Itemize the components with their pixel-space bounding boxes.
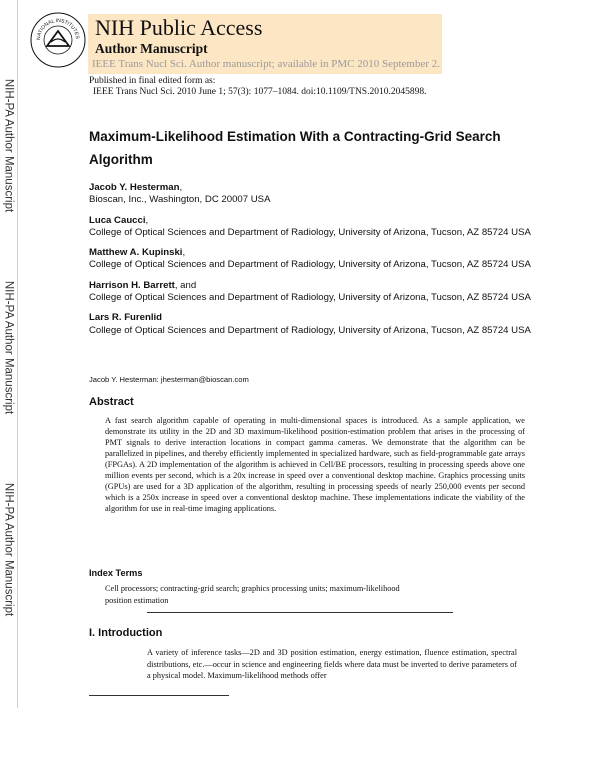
index-terms-text: Cell processors; contracting-grid search; graphics processing units; maximum-likelihood position estimation: [105, 584, 400, 605]
abstract-heading: Abstract: [89, 396, 134, 408]
author-block: [89, 280, 549, 305]
section-divider: [147, 612, 453, 613]
author-separator: ,: [179, 182, 183, 193]
abstract-text: A fast search algorithm capable of operating in multi-dimensional spaces is introduced. As a sample application, we demonstrate its utility in the 2D and 3D maximum-likelihood position-estimation problem that arises in the processing of PMT signals to derive interaction locations in compact gamma cameras. We demonstrate that the algorithm can be parallelized in pipelines, and thereby efficiently implemented in specialized hardware, such as field-programmable gate arrays (FPGAs). A 2D implementation of the algorithm is achieved in Cell/BE processors, resulting in processing speeds above one million events per second, which is a 20x increase in speed over a conventional desktop machine. Graphics processing units (GPUs) are used for a 3D application of the algorithm, resulting in processing speeds of nearly 250,000 events per second which is a 250x increase in speed over a conventional desktop machine. These implementations indicate the viability of the algorithm for use in real-time imaging applications.: [105, 416, 525, 513]
article-title: Maximum-Likelihood Estimation With a Contracting-Grid Search Algorithm: [89, 129, 501, 167]
author-separator: ,: [145, 214, 149, 226]
author-affiliation: College of Optical Sciences and Department of Radiology, University of Arizona, Tucson, AZ 85724 USA: [89, 292, 531, 304]
published-line: Published in final edited form as:: [89, 76, 216, 86]
author-name: Harrison H. Barrett: [89, 279, 175, 291]
author-affiliation: College of Optical Sciences and Department of Radiology, University of Arizona, Tucson, AZ 85724 USA: [89, 259, 531, 271]
author-affiliation: Bioscan, Inc., Washington, DC 20007 USA: [89, 194, 271, 206]
author-separator: , and: [174, 279, 197, 291]
citation: IEEE Trans Nucl Sci. 2010 June 1; 57(3): 1077–1084. doi:10.1109/TNS.2010.2045898.: [93, 87, 427, 97]
corresponding-email: Jacob Y. Hesterman: jhesterman@bioscan.com: [89, 375, 249, 384]
pmc-availability: IEEE Trans Nucl Sci. Author manuscript; available in PMC 2010 September 2.: [92, 58, 440, 70]
sidebar-label: NIH-PA Author Manuscript: [2, 482, 15, 617]
author-affiliation: College of Optical Sciences and Department of Radiology, University of Arizona, Tucson, AZ 85724 USA: [89, 324, 531, 336]
index-terms-heading: Index Terms: [89, 568, 143, 578]
footnote-divider: [89, 695, 229, 696]
author-separator: ,: [182, 247, 186, 259]
author-block: [89, 247, 549, 272]
nih-subtitle: Author Manuscript: [95, 41, 208, 56]
nih-logo: [30, 12, 86, 68]
logo-text: NATIONAL INSTITUTES: [35, 17, 81, 41]
intro-heading: I. Introduction: [89, 627, 163, 639]
sidebar-label: NIH-PA Author Manuscript: [2, 280, 15, 415]
author-name: Matthew A. Kupinski: [89, 247, 183, 259]
sidebar-label: NIH-PA Author Manuscript: [2, 78, 15, 213]
nih-title: NIH Public Access: [95, 15, 263, 40]
author-block: [89, 215, 549, 240]
author-block: [89, 182, 549, 207]
author-name: Jacob Y. Hesterman: [89, 182, 180, 193]
author-name: Lars R. Furenlid: [89, 312, 163, 324]
intro-text: A variety of inference tasks—2D and 3D position estimation, energy estimation, fluence estimation, spectral distributions, etc.—occur in science and engineering fields where data must be inverted to derive parameters of a physical model. Maximum-likelihood methods offer: [147, 648, 517, 680]
author-list: [89, 182, 549, 345]
author-name: Luca Caucci: [89, 214, 146, 226]
sidebar: [0, 0, 18, 708]
author-block: [89, 312, 549, 337]
author-affiliation: College of Optical Sciences and Department of Radiology, University of Arizona, Tucson, AZ 85724 USA: [89, 226, 531, 238]
